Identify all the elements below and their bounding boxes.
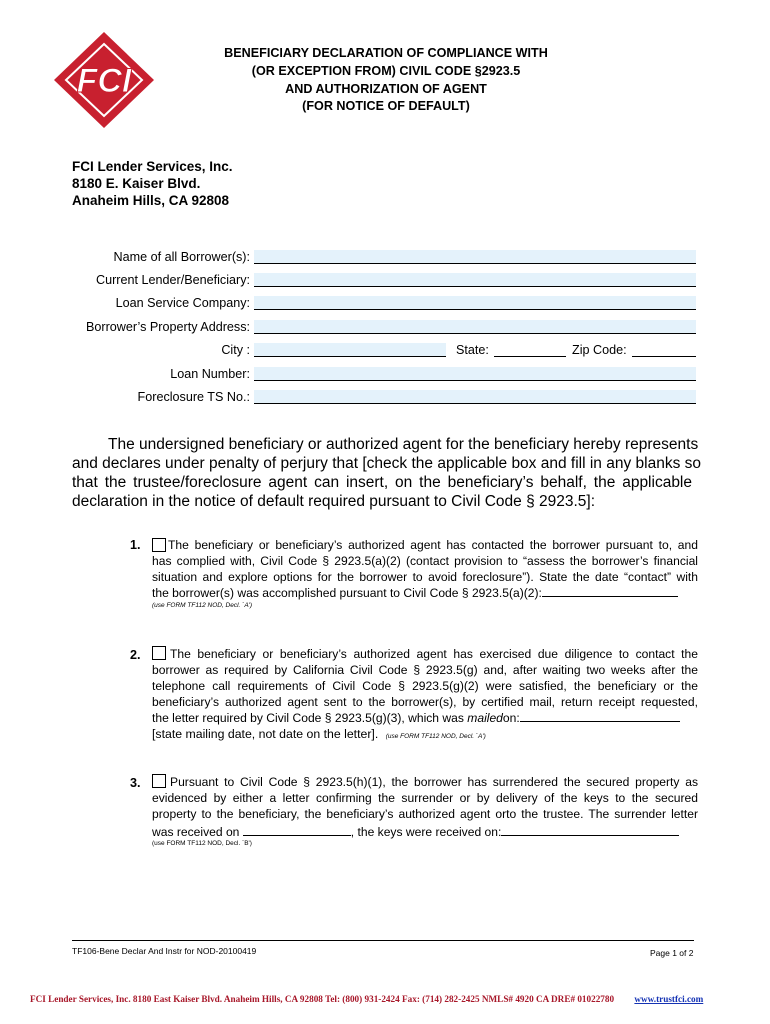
loan-number-field[interactable]: [254, 367, 696, 381]
zip-label: Zip Code:: [572, 343, 627, 357]
item-3-letter-date-field[interactable]: [243, 824, 351, 836]
address-label: Borrower’s Property Address:: [85, 320, 250, 334]
company-city: Anaheim Hills, CA 92808: [72, 193, 230, 208]
city-field[interactable]: [254, 343, 446, 357]
ts-number-field[interactable]: [254, 390, 696, 404]
intro-line-4: declaration in the notice of default required pursuant to Civil Code § 2923.5]:: [72, 493, 596, 510]
address-field[interactable]: [254, 320, 696, 334]
item-1-contact-date-field[interactable]: [542, 585, 678, 597]
intro-line-3: that the trustee/foreclosure agent can insert, on the beneficiary’s behalf, the applicable: [72, 474, 692, 491]
title-line-2: (OR EXCEPTION FROM) CIVIL CODE §2923.5: [251, 64, 521, 78]
item-2-line-4: beneficiary’s authorized agent sent to the borrower(s), by certified mail, return receipt requested,: [152, 695, 698, 709]
lender-label: Current Lender/Beneficiary:: [95, 273, 250, 287]
item-1-line-4-text: the borrower(s) was accomplished pursuant to Civil Code § 2923.5(a)(2):: [152, 586, 542, 600]
servicer-label: Loan Service Company:: [115, 296, 250, 310]
item-1-line-4: [152, 585, 698, 601]
item-1-line-1: The beneficiary or beneficiary’s authorized agent has contacted the borrower pursuant to, and: [168, 538, 698, 552]
borrowers-field[interactable]: [254, 250, 696, 264]
item-3-line-2: evidenced by either a letter confirming the surrender or by delivery of the keys to the secured: [152, 791, 698, 805]
form-id: TF106-Bene Declar And Instr for NOD-20100419: [72, 946, 257, 956]
item-2-line-6: [152, 727, 486, 741]
item-3-number: 3.: [130, 776, 141, 790]
item-2-line-2: borrower as required by California Civil Code § 2923.5(g) and, after waiting two weeks after the: [152, 663, 698, 677]
company-footer: [30, 994, 742, 1004]
item-2-mailing-date-field[interactable]: [520, 710, 680, 722]
zip-field[interactable]: [632, 343, 696, 357]
company-footer-text: FCI Lender Services, Inc. 8180 East Kaiser Blvd. Anaheim Hills, CA 92808 Tel: (800) 931-2424 Fax: (714) 282-2425 NMLS# 4920 CA DRE# 01022780: [30, 994, 615, 1004]
item-1-checkbox[interactable]: [152, 538, 166, 552]
item-2-line-3: telephone call requirements of Civil Code § 2923.5(g)(2) were satisfied, the beneficiary or the: [152, 679, 698, 693]
item-1-line-3: situation and explore options for the borrower to avoid foreclosure”). State the date “contact” with: [152, 570, 698, 584]
company-name: FCI Lender Services, Inc.: [72, 159, 233, 174]
item-3-line-3: property to the beneficiary, the beneficiary’s authorized agent orto the trustee. The surrender letter: [152, 807, 698, 821]
item-2-line-5-text: the letter required by Civil Code § 2923.5(g)(3), which was: [152, 711, 464, 725]
item-3-line-4: [152, 824, 698, 840]
city-label: City :: [221, 343, 250, 357]
logo-text: FCI: [76, 62, 132, 100]
item-3-keys-date-field[interactable]: [501, 824, 679, 836]
item-2-mailed-word: mailed: [467, 711, 503, 725]
item-3-line-1: Pursuant to Civil Code § 2923.5(h)(1), the borrower has surrendered the secured property as: [170, 775, 698, 789]
website-link[interactable]: www.trustfci.com: [634, 994, 704, 1004]
fci-logo: [52, 30, 156, 130]
company-street: 8180 E. Kaiser Blvd.: [72, 176, 201, 191]
state-field[interactable]: [494, 343, 566, 357]
ts-number-label: Foreclosure TS No.:: [137, 390, 250, 404]
title-line-4: (FOR NOTICE OF DEFAULT): [302, 99, 470, 113]
lender-field[interactable]: [254, 273, 696, 287]
footer-rule: [72, 940, 694, 941]
intro-line-2: and declares under penalty of perjury that [check the applicable box and fill in any blanks so: [72, 455, 701, 472]
item-1-line-2: has complied with, Civil Code § 2923.5(a)(2) (contact provision to “assess the borrower’s financial: [152, 554, 698, 568]
item-3-keys-text: , the keys were received on:: [350, 825, 502, 839]
item-1-number: 1.: [130, 538, 141, 552]
intro-line-1: The undersigned beneficiary or authorized agent for the beneficiary hereby represents: [108, 436, 699, 453]
item-2-note: (use FORM TF112 NOD, Decl. `A'): [385, 733, 486, 740]
borrowers-label: Name of all Borrower(s):: [113, 250, 250, 264]
page-number: Page 1 of 2: [650, 948, 694, 958]
item-2-line-5: [152, 710, 698, 726]
servicer-field[interactable]: [254, 296, 696, 310]
item-2-line-6-text: [state mailing date, not date on the letter].: [152, 727, 379, 741]
intro-paragraph: [72, 435, 701, 511]
title-line-1: BENEFICIARY DECLARATION OF COMPLIANCE WITH: [224, 46, 548, 60]
item-2-line-1: The beneficiary or beneficiary’s authorized agent has exercised due diligence to contact the: [170, 647, 698, 661]
item-3-checkbox[interactable]: [152, 774, 166, 788]
item-1-note: (use FORM TF112 NOD, Decl. `A'): [152, 602, 253, 609]
item-3-note: (use FORM TF112 NOD, Decl. `B'): [152, 840, 252, 847]
loan-number-label: Loan Number:: [170, 367, 250, 381]
title-line-3: AND AUTHORIZATION OF AGENT: [285, 82, 487, 96]
item-2-on-word: on:: [502, 711, 520, 725]
item-2-number: 2.: [130, 648, 141, 662]
item-2-checkbox[interactable]: [152, 646, 166, 660]
state-label: State:: [456, 343, 489, 357]
item-3-line-4-text: was received on: [152, 825, 240, 839]
